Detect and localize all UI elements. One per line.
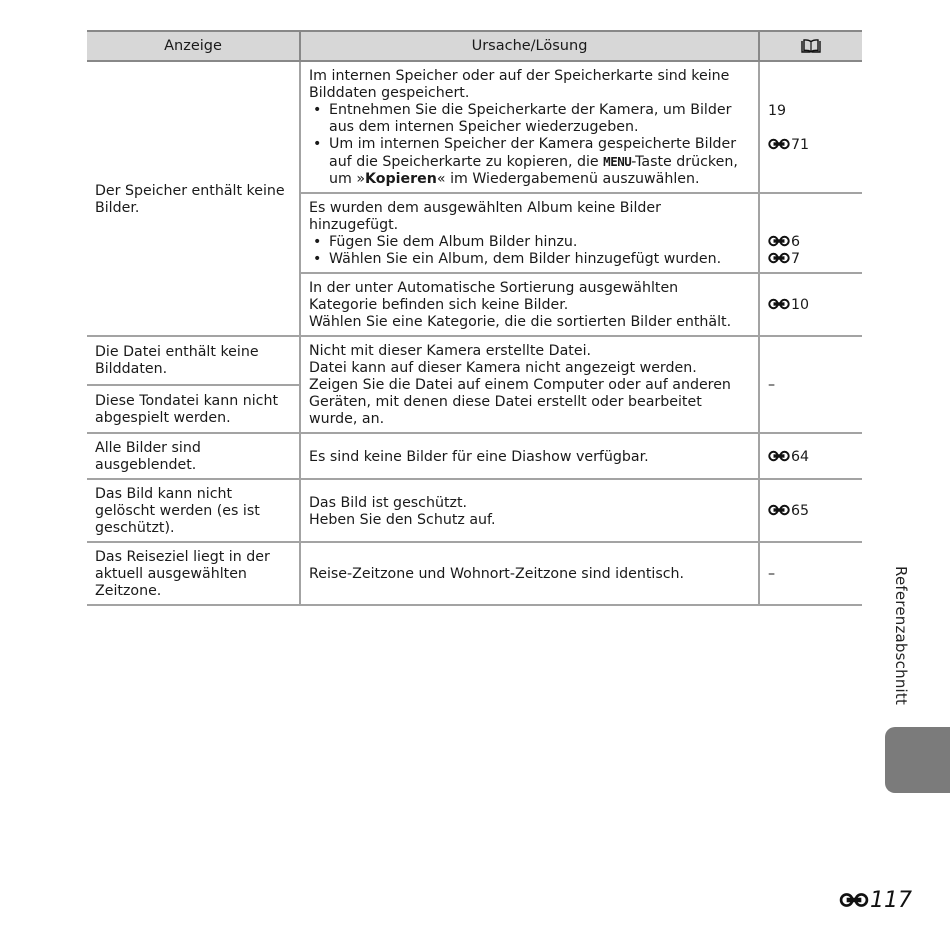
- reference-cell: [759, 61, 862, 193]
- header-ursache-loesung: Ursache/Lösung: [300, 31, 759, 61]
- reference-section-icon: [768, 235, 790, 247]
- table-row: [87, 61, 862, 193]
- cause-text: Im internen Speicher oder auf der Speicherkarte sind keine Bilddaten gespeichert.: [309, 68, 730, 101]
- table-header-row: [87, 31, 862, 61]
- cause-text: Nicht mit dieser Kamera erstellte Datei.: [309, 343, 592, 359]
- cause-solution-cell: [300, 61, 759, 193]
- list-item: • Entnehmen Sie die Speicherkarte der Kamera, um Bilder aus dem internen Speicher wiederzugeben.: [329, 102, 750, 136]
- cause-solution-cell: [300, 193, 759, 273]
- table-row: [87, 433, 862, 479]
- cause-solution-cell: [300, 336, 759, 433]
- cause-solution-cell: [300, 479, 759, 542]
- solution-list: [309, 102, 750, 188]
- table-row: [87, 542, 862, 605]
- anzeige-cell: Alle Bilder sind ausgeblendet.: [87, 433, 300, 479]
- reference-section-icon: [768, 252, 790, 264]
- table-row: [87, 479, 862, 542]
- reference-cell: [759, 193, 862, 273]
- list-item: • Um im internen Speicher der Kamera gespeicherte Bilder auf die Speicherkarte zu kopieren, die MENU-Taste drücken, um »Kopieren« im Wiedergabemenü auszuwählen.: [329, 136, 750, 188]
- solution-text: Zeigen Sie die Datei auf einem Computer oder auf anderen Geräten, mit denen diese Datei erstellt oder bearbeitet wurde, an.: [309, 377, 731, 427]
- page-reference: 71: [768, 137, 854, 154]
- reference-cell: [759, 433, 862, 479]
- reference-cell: [759, 273, 862, 336]
- reference-cell: –: [759, 542, 862, 605]
- cause-text: Es wurden dem ausgewählten Album keine Bilder hinzugefügt.: [309, 200, 661, 233]
- anzeige-cell: Der Speicher enthält keine Bilder.: [87, 61, 300, 336]
- reference-cell: –: [759, 336, 862, 433]
- header-reference: [759, 31, 862, 61]
- reference-section-icon: [768, 138, 790, 150]
- reference-cell: [759, 479, 862, 542]
- reference-section-icon: [839, 892, 869, 908]
- reference-section-icon: [768, 298, 790, 310]
- page-reference: 6: [768, 234, 854, 251]
- anzeige-cell: Die Datei enthält keine Bilddaten.: [87, 336, 300, 385]
- section-side-label: Referenzabschnitt: [892, 566, 910, 706]
- solution-list: [309, 234, 750, 268]
- anzeige-cell: Das Reiseziel liegt in der aktuell ausgewählten Zeitzone.: [87, 542, 300, 605]
- error-message-table: [87, 30, 862, 606]
- cause-solution-cell: Es sind keine Bilder für eine Diashow verfügbar.: [300, 433, 759, 479]
- reference-section-icon: [768, 450, 790, 462]
- page-reference: 7: [768, 251, 854, 268]
- list-item: • Fügen Sie dem Album Bilder hinzu.: [329, 234, 750, 251]
- solution-text: Wählen Sie eine Kategorie, die die sortierten Bilder enthält.: [309, 314, 732, 330]
- page-reference: 10: [768, 297, 854, 314]
- page-reference: 64: [768, 449, 854, 466]
- table-row: [87, 336, 862, 385]
- section-thumb-tab: [885, 727, 950, 793]
- page-reference: 65: [768, 503, 854, 520]
- anzeige-cell: Das Bild kann nicht gelöscht werden (es ist geschützt).: [87, 479, 300, 542]
- cause-solution-cell: [300, 273, 759, 336]
- solution-text: Heben Sie den Schutz auf.: [309, 511, 496, 528]
- cause-text: Das Bild ist geschützt.: [309, 494, 468, 511]
- menu-option-label: Kopieren: [365, 171, 437, 187]
- book-icon: [801, 39, 821, 53]
- header-anzeige: Anzeige: [87, 31, 300, 61]
- cause-solution-cell: Reise-Zeitzone und Wohnort-Zeitzone sind identisch.: [300, 542, 759, 605]
- anzeige-cell: Diese Tondatei kann nicht abgespielt werden.: [87, 385, 300, 434]
- page-reference: 19: [768, 102, 787, 119]
- cause-text: Datei kann auf dieser Kamera nicht angezeigt werden.: [309, 360, 697, 376]
- page-number: 117: [839, 888, 912, 913]
- reference-section-icon: [768, 504, 790, 516]
- menu-button-label: MENU: [603, 154, 632, 169]
- list-item: • Wählen Sie ein Album, dem Bilder hinzugefügt wurden.: [329, 251, 750, 268]
- cause-text: In der unter Automatische Sortierung ausgewählten Kategorie befinden sich keine Bilder.: [309, 280, 679, 313]
